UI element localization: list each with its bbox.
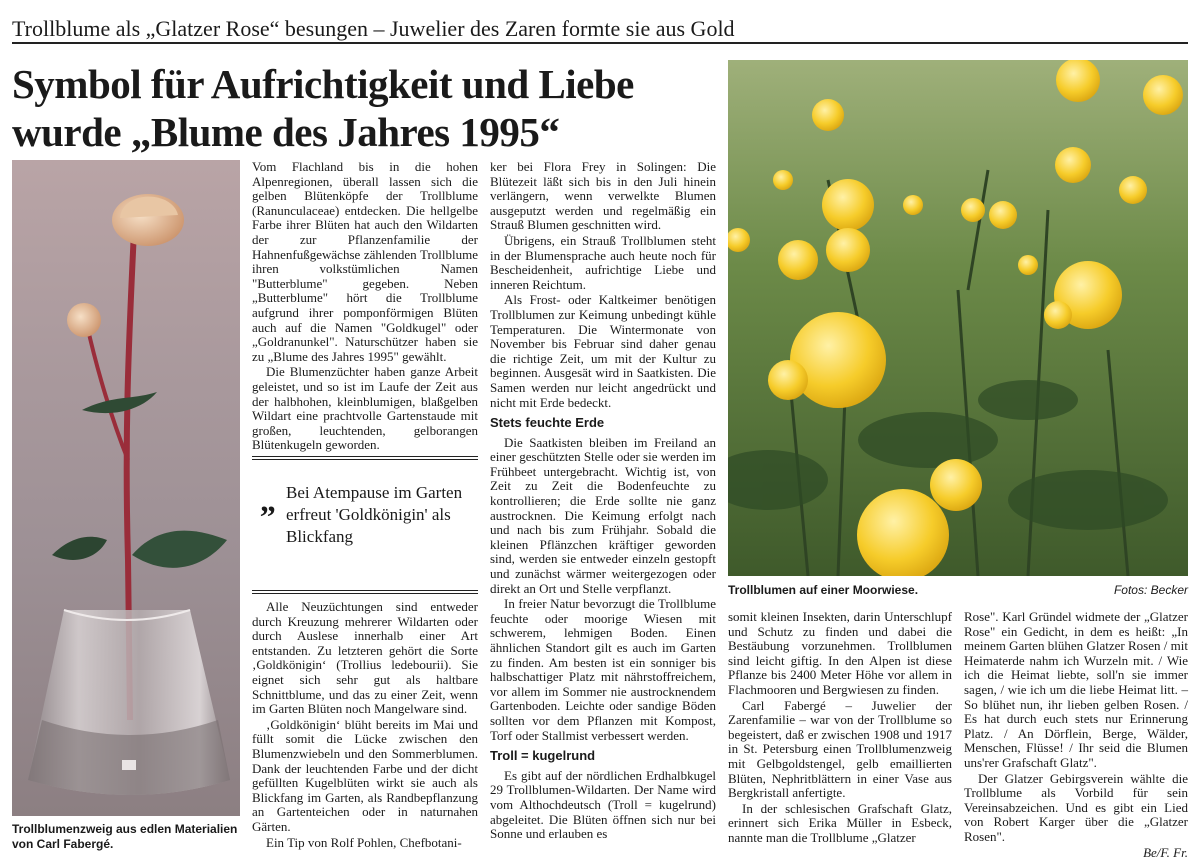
- headline-line-2: wurde „Blume des Jahres 1995“: [12, 109, 560, 155]
- column-1-upper: [252, 160, 478, 454]
- column-1-lower: [252, 600, 478, 851]
- paragraph: ‚Goldkönigin‘ blüht bereits im Mai und füllt somit die Lücke zwischen den Blumenzwiebeln und den Sommerblumen. Dank der leuchtenden Farbe und der dicht gefüllten Kugelblüten wirkt sie auch als Blickfang im Garten, als Randbepflanzung an Gartenteichen oder in naturnahen Gärten.: [252, 716, 478, 834]
- paragraph: Rose". Karl Gründel widmete der „Glatzer Rose" ein Gedicht, in dem es heißt: „In meinem Garten blühen Glatzer Rosen / mit Heimaterde nahm ich Wurzeln mit. / Wie ich die Heimat liebte, soll'n sie immer sagen, / wie ich um die liebe Heimat litt. – So blühet nun, ihr lieben gelben Rosen. / Es hat durch euch stets nur Erinnerung Platz. / An Dörflein, Berge, Wälder, Menschen, Flüsse! / Ihr seid die Blumen uns'rer Grafschaft Glatz".: [964, 609, 1188, 770]
- paragraph: Als Frost- oder Kaltkeimer benötigen Trollblumen zur Keimung unbedingt kühle Temperaturen. Die Wintermonate von November bis Februar sind daher genau die richtige Zeit, um mit der Kultur zu beginnen. Ausgesät wird in Saatkisten. Die Samen werden nur leicht angedrückt und nicht mit Erde bedeckt.: [490, 292, 716, 410]
- paragraph: In freier Natur bevorzugt die Trollblume feuchte oder moorige Wiesen mit schwerem, lehmigen Boden. Einen ähnlichen Standort gilt es auch im Garten zu finden. Am besten ist ein sonniger bis halbschattiger Platz mit nährstoffreichem, vor allem im Sommer nie austrocknendem Gartenboden. Leichte oder sandige Böden sollten vor dem Pflanzen mit Kompost, Torf oder Stallmist verbessert werden.: [490, 596, 716, 743]
- kicker-line: Trollblume als „Glatzer Rose“ besungen – Juwelier des Zaren formte sie aus Gold: [12, 14, 1188, 44]
- meadow-illustration: [728, 60, 1188, 576]
- paragraph: Es gibt auf der nördlichen Erdhalbkugel 29 Trollblumen-Wildarten. Der Name wird vom Althochdeutsch (Troll = kugelrund) abgeleitet. Die Blüten öffnen sich nur bei Sonne und erlauben es: [490, 767, 716, 842]
- paragraph: Die Saatkisten bleiben im Freiland an einer geschützten Stelle oder sie werden im Frühbeet untergebracht. Wichtig ist, von Zeit zu Zeit die Bodenfeuchte zu kontrollieren; die Erde sollte nie ganz austrocknen. Die Keimung erfolgt nach und nach bis zum Frühjahr. Sobald die kleinen Pflänzchen kräftiger geworden sind, werden sie entweder einzeln gestopft und zunächst wärmer weitergezogen oder direkt an Ort und Stelle verpflanzt.: [490, 434, 716, 596]
- column-3: [728, 610, 952, 847]
- author-signature: Be/F. Fr.: [1143, 844, 1188, 860]
- paragraph: Alle Neuzüchtungen sind entweder durch Kreuzung mehrerer Wildarten oder durch Auslese innerhalb einer Art entstanden. Zu letzteren gehört die Sorte ‚Goldkönigin‘ (Trollius ledebourii). Sie eignet sich sehr gut als haltbare Schnittblume, und das zu einer Zeit, wenn im Garten Blüten noch Mangelware sind.: [252, 599, 478, 717]
- photo-credit: Fotos: Becker: [1113, 583, 1188, 597]
- faberge-photo: [12, 160, 240, 816]
- paragraph: Carl Fabergé – Juwelier der Zarenfamilie – war von der Trollblume so begeistert, daß er zwischen 1908 und 1917 in St. Petersburg einen Trollblumenzweig mit Gelbgoldstengel, gelb emaillierten Blüten, Nephritblättern in einer Vase aus Bergkristall anfertigte.: [728, 697, 952, 801]
- meadow-caption: Trollblumen auf einer Moorwiese.: [728, 583, 919, 597]
- paragraph: In der schlesischen Grafschaft Glatz, erinnert sich Erika Müller in Esbeck, nannte man die Trollblume „Glatzer: [728, 800, 952, 845]
- paragraph: somit kleinen Insekten, darin Unterschlupf und Schutz zu finden und dabei die Bestäubung vorzunehmen. Trollblumen sind leicht giftig. In den Alpen ist diese Pflanze bis 2400 Meter Höhe vor allem in Flachmooren und Bergwiesen zu finden.: [728, 609, 952, 697]
- headline-line-1: Symbol für Aufrichtigkeit und Liebe: [12, 61, 634, 107]
- subheading-stets-feuchte-erde: Stets feuchte Erde: [490, 415, 605, 431]
- faberge-caption: Trollblumenzweig aus edlen Materialien von Carl Fabergé.: [12, 822, 238, 851]
- paragraph: Der Glatzer Gebirgsverein wählte die Trollblume als Vorbild für sein Vereinsabzeichen. Und es gibt ein Lied von Robert Karger über die „Glatzer Rosen".: [964, 770, 1188, 844]
- pull-quote: [252, 456, 478, 594]
- paragraph: Ein Tip von Rolf Pohlen, Chefbotani-: [266, 834, 462, 850]
- column-4: [964, 610, 1188, 861]
- paragraph: Übrigens, ein Strauß Trollblumen steht in der Blumensprache auch heute noch für Bescheidenheit, aufrichtige Liebe und inneren Reichtum.: [490, 232, 716, 292]
- headline: [12, 60, 712, 156]
- open-quote-icon: „: [260, 482, 276, 518]
- meadow-photo: [728, 60, 1188, 576]
- paragraph: Die Blumenzüchter haben ganze Arbeit geleistet, und so ist im Laufe der Zeit aus der halbhohen, kleinblumigen, blaßgelben Wildart eine prachtvolle Gartenstaude mit großen, leuchtenden, gelborangen Blütenkugeln geworden.: [252, 364, 478, 453]
- paragraph: ker bei Flora Frey in Solingen: Die Blütezeit läßt sich bis in den Juli hinein verlängern, wenn verwelkte Blumen ausgeputzt werden und regelmäßig ein Strauß Blumen geschnitten wird.: [490, 159, 716, 233]
- paragraph: Vom Flachland bis in die hohen Alpenregionen, überall lassen sich die gelben Blütenköpfe der Trollblume (Ranunculaceae) entdecken. Die hellgelbe Farbe ihrer Blüten hat auch den Wildarten der zur Pflanzenfamilie der Hahnenfußgewächse zählenden Trollblume ihren volkstümlichen Namen "Butterblume" gegeben. Neben „Butterblume" hört die Trollblume aufgrund ihrer pomponförmigen Blüten auch auf die Namen "Goldkugel" oder „Goldranunkel". Naturschützer haben sie zu „Blume des Jahres 1995" gewählt.: [252, 159, 478, 364]
- subheading-troll-kugelrund: Troll = kugelrund: [490, 748, 596, 764]
- pull-quote-text: Bei Atempause im Garten erfreut 'Goldkönigin' als Blickfang: [286, 483, 463, 546]
- column-2: [490, 160, 716, 843]
- faberge-illustration: [12, 160, 240, 816]
